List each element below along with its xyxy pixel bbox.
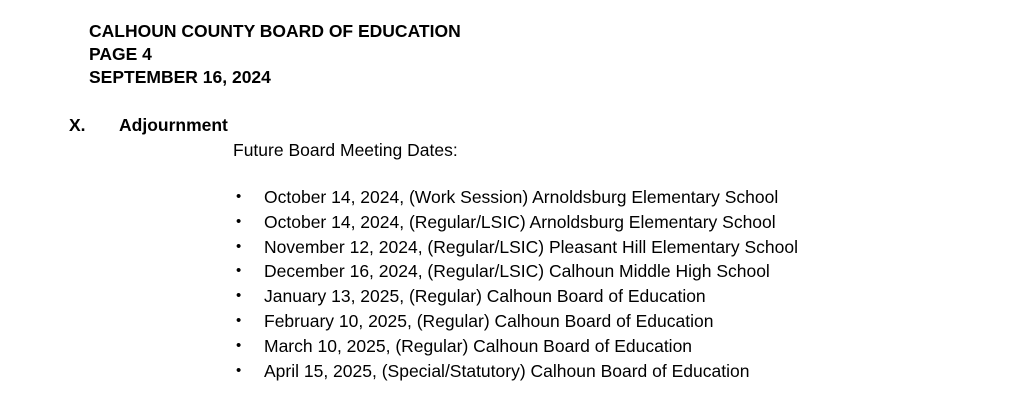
meeting-date-entry: January 13, 2025, (Regular) Calhoun Board of Education (264, 286, 706, 307)
list-item (233, 309, 798, 334)
meeting-dates-list (233, 185, 798, 383)
meeting-date-entry: April 15, 2025, (Special/Statutory) Calhoun Board of Education (264, 360, 750, 381)
bullet-icon: • (236, 311, 242, 329)
meeting-date-entry: February 10, 2025, (Regular) Calhoun Board of Education (264, 310, 714, 331)
meeting-date-entry: March 10, 2025, (Regular) Calhoun Board of Education (264, 335, 693, 356)
meeting-date: SEPTEMBER 16, 2024 (89, 67, 271, 87)
bullet-icon: • (236, 237, 242, 255)
list-item (233, 235, 798, 260)
bullet-icon: • (236, 336, 242, 354)
list-item (233, 359, 798, 384)
section-title: Adjournment (119, 115, 228, 135)
document-header (89, 20, 461, 89)
page-number: PAGE 4 (89, 44, 152, 64)
section-number: X. (69, 115, 86, 135)
organization-title: CALHOUN COUNTY BOARD OF EDUCATION (89, 21, 461, 41)
meeting-date-entry: October 14, 2024, (Work Session) Arnoldsburg Elementary School (264, 187, 779, 207)
meeting-date-entry: October 14, 2024, (Regular/LSIC) Arnoldsburg Elementary School (264, 211, 776, 232)
bullet-icon: • (236, 287, 242, 305)
bullet-icon: • (236, 262, 242, 280)
meeting-date-entry: November 12, 2024, (Regular/LSIC) Pleasant Hill Elementary School (264, 236, 799, 257)
meeting-date-entry: December 16, 2024, (Regular/LSIC) Calhoun Middle High School (264, 261, 770, 282)
list-item (233, 185, 798, 210)
list-item (233, 259, 798, 284)
list-item (233, 284, 798, 309)
bullet-icon: • (236, 361, 242, 379)
bullet-icon: • (236, 188, 242, 205)
bullet-icon: • (236, 212, 242, 230)
list-item (233, 210, 798, 235)
list-item (233, 334, 798, 359)
future-dates-heading: Future Board Meeting Dates: (233, 140, 458, 160)
